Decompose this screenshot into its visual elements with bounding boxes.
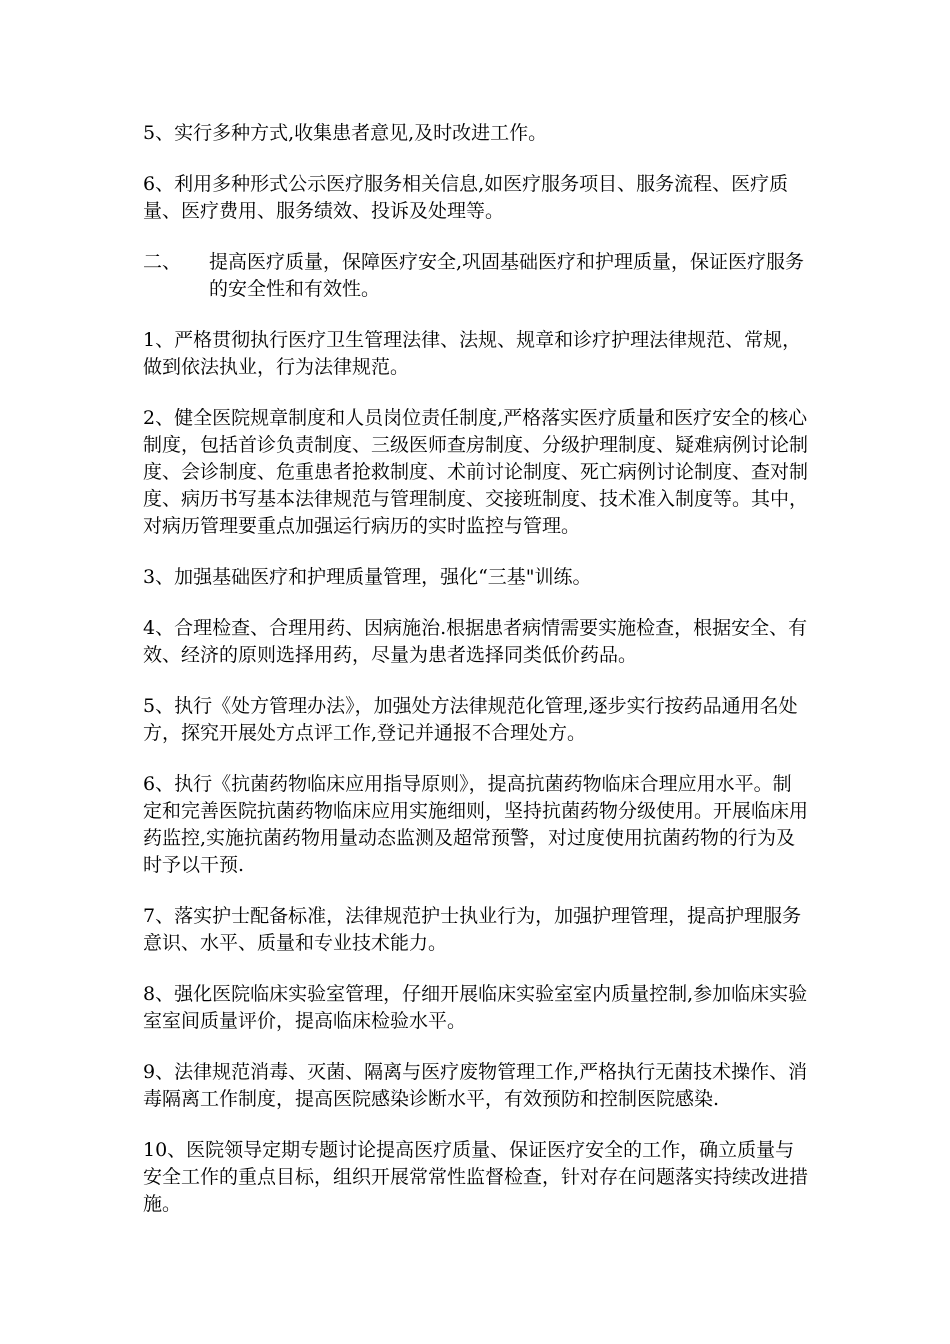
- paragraph-item-7: 7、落实护士配备标准，法律规范护士执业行为，加强护理管理，提高护理服务意识、水平、质量和专业技术能力。: [143, 905, 802, 954]
- paragraph-item-5b: 5、执行《处方管理办法》，加强处方法律规范化管理,逐步实行按药品通用名处方，探究开展处方点评工作,登记并通报不合理处方。: [143, 695, 798, 744]
- paragraph-item-1: 1、严格贯彻执行医疗卫生管理法律、法规、规章和诊疗护理法律规范、常规，做到依法执业，行为法律规范。: [143, 329, 802, 378]
- section-heading: [143, 249, 808, 303]
- paragraph-item-9: 9、法律规范消毒、灭菌、隔离与医疗废物管理工作,严格执行无菌技术操作、消毒隔离工作制度，提高医院感染诊断水平，有效预防和控制医院感染.: [143, 1061, 808, 1110]
- paragraph-item-6: 6、利用多种形式公示医疗服务相关信息,如医疗服务项目、服务流程、医疗质量、医疗费用、服务绩效、投诉及处理等。: [143, 173, 789, 222]
- paragraph-item-3: 3、加强基础医疗和护理质量管理，强化“三基"训练。: [143, 566, 592, 588]
- paragraph-item-2: 2、健全医院规章制度和人员岗位责任制度,严格落实医疗质量和医疗安全的核心制度，包括首诊负责制度、三级医师查房制度、分级护理制度、疑难病例讨论制度、会诊制度、危重患者抢救制度、术前讨论制度、死亡病例讨论制度、查对制度、病历书写基本法律规范与管理制度、交接班制度、技术准入制度等。其中，对病历管理要重点加强运行病历的实时监控与管理。: [143, 407, 809, 537]
- paragraph-item-8: 8、强化医院临床实验室管理，仔细开展临床实验室室内质量控制,参加临床实验室室间质量评价，提高临床检验水平。: [143, 983, 808, 1032]
- paragraph-item-10: 10、医院领导定期专题讨论提高医疗质量、保证医疗安全的工作，确立质量与安全工作的重点目标，组织开展常常性监督检查，针对存在问题落实持续改进措施。: [143, 1139, 809, 1215]
- section-number: 二、: [143, 251, 182, 273]
- paragraph-item-4: 4、合理检查、合理用药、因病施治.根据患者病情需要实施检查，根据安全、有效、经济的原则选择用药，尽量为患者选择同类低价药品。: [143, 617, 808, 666]
- paragraph-item-5: 5、实行多种方式,收集患者意见,及时改进工作。: [143, 122, 548, 144]
- section-heading-text: 提高医疗质量，保障医疗安全,巩固基础医疗和护理质量，保证医疗服务的安全性和有效性。: [209, 251, 805, 300]
- paragraph-item-6b: 6、执行《抗菌药物临床应用指导原则》，提高抗菌药物临床合理应用水平。制定和完善医院抗菌药物临床应用实施细则，坚持抗菌药物分级使用。开展临床用药监控,实施抗菌药物用量动态监测及超常预警，对过度使用抗菌药物的行为及时予以干预.: [143, 773, 809, 876]
